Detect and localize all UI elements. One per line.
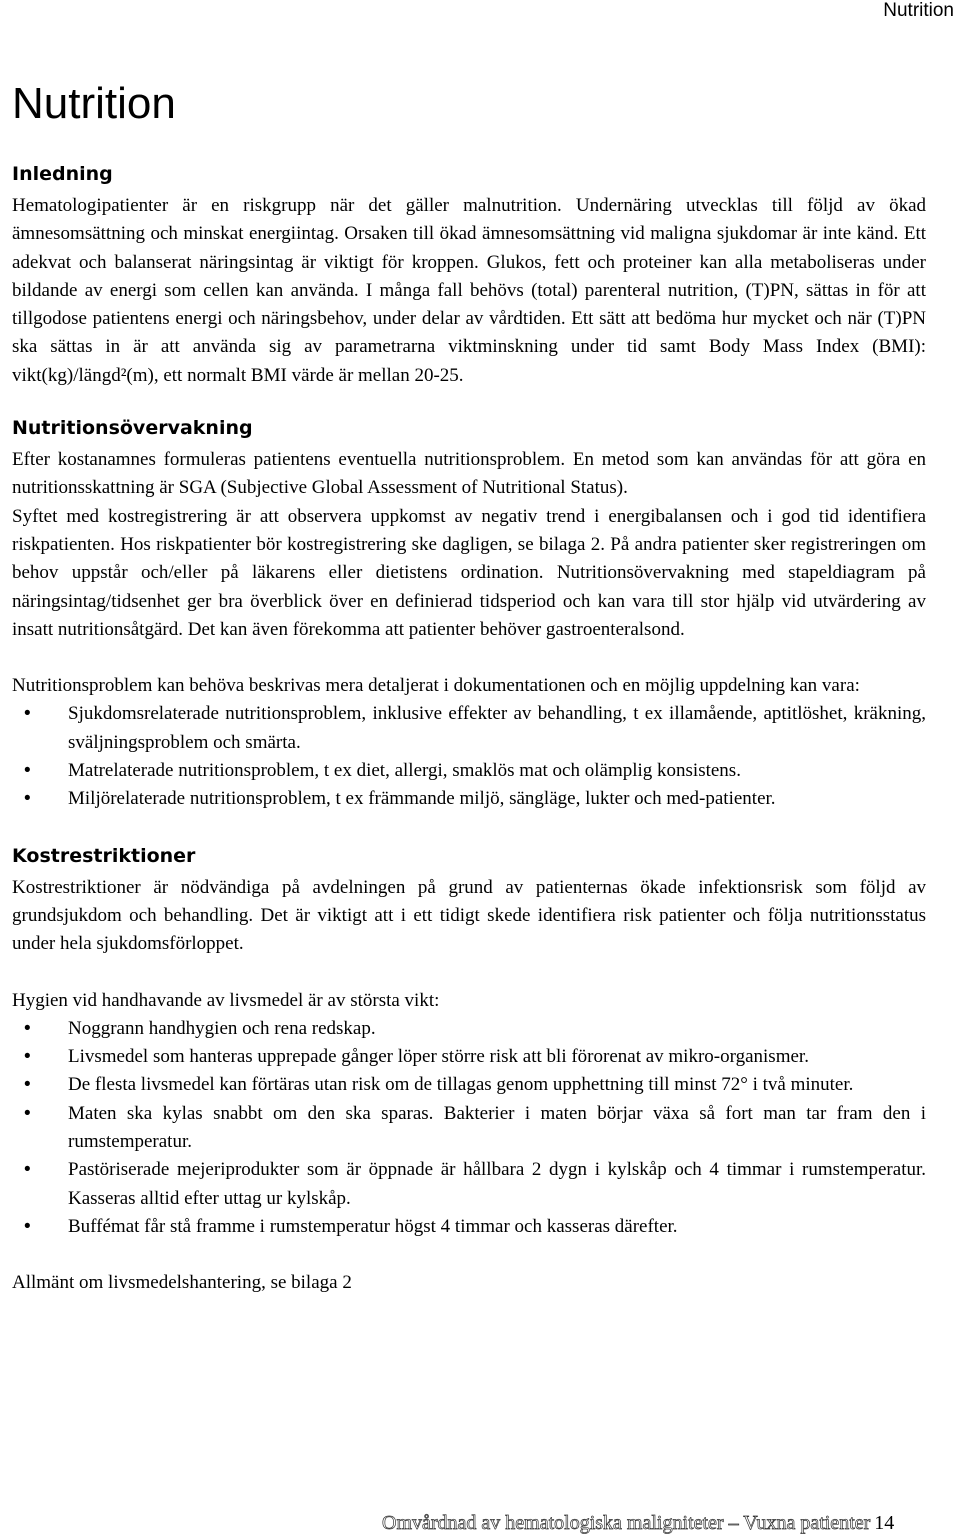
section-heading-kostrestriktioner: Kostrestriktioner [12, 844, 196, 867]
hygien-list [12, 1015, 926, 1241]
paragraph-inledning: Hematologipatienter är en riskgrupp när det gäller malnutrition. Undernäring utvecklas till följd av ökad ämnesomsättning och minskat energiintag. Orsaken till ökad ämnesomsättning vid maligna sjukdomar är inte känd. Ett adekvat och balanserat näringsintag är viktigt för kroppen. Glukos, fett och proteiner kan alla metaboliseras under bildande av energi som cellen kan använda. I många fall behövs (total) parenteral nutrition, (T)PN, sättas in för att tillgodose patientens energi och näringsbehov, under delar av vårdtiden. Ett sätt att bedöma hur mycket och när (T)PN ska sättas in är att använda sig av parametrarna viktminskning under tid samt Body Mass Index (BMI): vikt(kg)/längd²(m), ett normalt BMI värde är mellan 20-25. [12, 195, 926, 386]
paragraph-kostanamnes: Efter kostanamnes formuleras patientens eventuella nutritionsproblem. En metod som kan användas för att göra en nutritionsskattning är SGA (Subjective Global Assessment of Nutritional Status). [12, 449, 926, 499]
paragraph-hygien: Hygien vid handhavande av livsmedel är av största vikt: [12, 989, 440, 1011]
nutritionsproblem-list [12, 700, 926, 813]
list-item: • Matrelaterade nutritionsproblem, t ex diet, allergi, smaklös mat och olämplig konsistens. [12, 757, 926, 785]
paragraph-bilaga-reference: Allmänt om livsmedelshantering, se bilaga 2 [12, 1272, 352, 1294]
running-header: Nutrition [883, 0, 954, 21]
paragraph-nutritionsproblem: Nutritionsproblem kan behöva beskrivas mera detaljerat i dokumentationen och en möjlig uppdelning kan vara: [12, 675, 860, 697]
list-item: • Sjukdomsrelaterade nutritionsproblem, inklusive effekter av behandling, t ex illamående, aptitlöshet, kräkning, sväljningsproblem och smärta. [12, 700, 926, 757]
paragraph-kostrestriktioner: Kostrestriktioner är nödvändiga på avdelningen på grund av patienternas ökade infektionsrisk som följd av grundsjukdom och behandling. Det är viktigt att i ett tidigt skede identifiera risk patienter och följa nutritionsstatus under hela sjukdomsförloppet. [12, 876, 926, 955]
footer-title: Omvårdnad av hematologiska maligniteter – Vuxna patienter [382, 1512, 871, 1534]
list-item: • De flesta livsmedel kan förtäras utan risk om de tillagas genom upphettning till minst 72° i två minuter. [12, 1071, 926, 1099]
list-item: • Miljörelaterade nutritionsproblem, t ex främmande miljö, sängläge, lukter och med-patienter. [12, 785, 926, 813]
paragraph-kostregistrering: Syftet med kostregistrering är att observera uppkomst av negativ trend i energibalansen och i god tid identifiera riskpatienten. Hos riskpatienter bör kostregistrering ske dagligen, se bilaga 2. På andra patienter sker registreringen om behov uppstår och/eller på läkarens eller dietistens ordination. Nutritionsövervakning med stapeldiagram på näringsintag/tidsenhet ger bra överblick över en definierad tidsperiod och kan vara till stor hjälp vid utvärdering av insatt nutritionsåtgärd. Det kan även förekomma att patienter behöver gastroenteralsond. [12, 505, 926, 640]
page-content [12, 78, 926, 1298]
list-item: • Pastöriserade mejeriprodukter som är öppnade är hållbara 2 dygn i kylskåp och 4 timmar i rumstemperatur. Kasseras alltid efter uttag ur kylskåp. [12, 1156, 926, 1213]
section-heading-nutritionsovervakning: Nutritionsövervakning [12, 417, 253, 440]
section-heading-inledning: Inledning [12, 163, 113, 185]
page-title: Nutrition [12, 79, 176, 128]
list-item: • Livsmedel som hanteras upprepade gånger löper större risk att bli förorenat av mikro-organismer. [12, 1043, 926, 1071]
list-item: • Maten ska kylas snabbt om den ska sparas. Bakterier i maten börjar växa så fort man tar fram den i rumstemperatur. [12, 1100, 926, 1157]
list-item: • Noggrann handhygien och rena redskap. [12, 1015, 926, 1043]
list-item: • Buffémat får stå framme i rumstemperatur högst 4 timmar och kasseras därefter. [12, 1213, 926, 1241]
page-footer [382, 1510, 894, 1536]
page-number: 14 [874, 1512, 895, 1534]
